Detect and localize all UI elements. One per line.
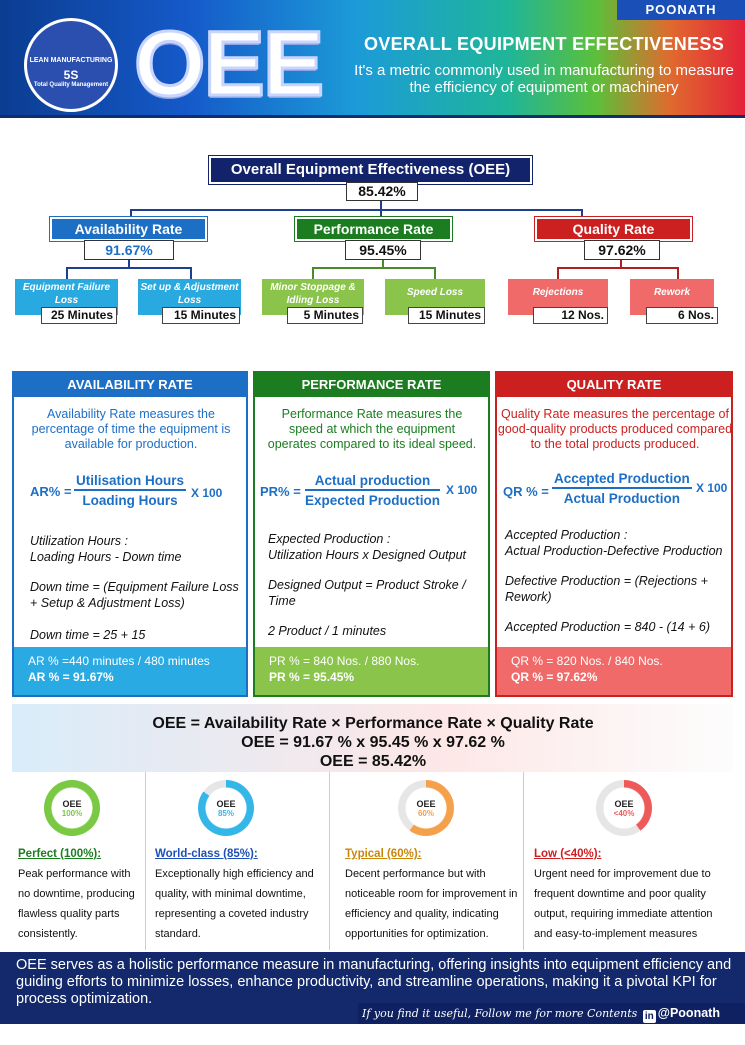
tree-connector <box>66 267 192 269</box>
tree-connector <box>66 267 68 279</box>
follow-banner[interactable] <box>358 1003 745 1041</box>
performance-formula-lhs: PR% = <box>260 484 301 499</box>
quality-note-4: Accepted Production = 840 - (14 + 6) <box>505 620 710 634</box>
benchmark-title-typical: Typical (60%): <box>345 848 422 860</box>
performance-note-4: 2 Product / 1 minutes <box>268 624 387 638</box>
page-subtitle: It's a metric commonly used in manufacturing to measure the efficiency of equipment or machinery <box>354 62 734 96</box>
performance-note-3: Designed Output = Product Stroke / Time <box>268 578 466 608</box>
performance-result-value: PR % = 95.45% <box>269 670 355 684</box>
availability-note-4: Down time = 25 + 15 <box>30 628 146 642</box>
tree-connector <box>130 209 582 211</box>
benchmark-title-perfect: Perfect (100%): <box>18 848 102 860</box>
rejections-value: 12 Nos. <box>533 307 608 324</box>
quality-denominator: Actual Production <box>563 491 681 506</box>
availability-rate-value: 91.67% <box>84 240 174 260</box>
tree-connector <box>312 267 314 279</box>
tree-connector <box>677 267 679 279</box>
lean-manufacturing-logo: LEAN MANUFACTURING 5S Total Quality Management <box>24 18 118 112</box>
benchmark-text-typical: Decent performance but with noticeable room for improvement in efficiency and quality, indicating opportunities for optimization. <box>345 868 518 940</box>
availability-rate-label: Availability Rate <box>50 217 207 241</box>
performance-panel-title: PERFORMANCE RATE <box>255 373 488 397</box>
performance-description: Performance Rate measures the speed at which the equipment operates compared to its ideal speed. <box>267 407 477 451</box>
performance-note-1: Expected Production : <box>268 532 391 546</box>
tree-connector <box>557 267 559 279</box>
performance-result <box>255 647 488 695</box>
follow-text: If you find it useful, Follow me for more Contents <box>362 1007 638 1020</box>
performance-fraction <box>305 473 440 508</box>
availability-note-1: Utilization Hours : <box>30 534 128 548</box>
rework-label: Rework <box>630 279 714 315</box>
quality-note-2: Actual Production-Defective Production <box>505 544 723 558</box>
brand-tag: POONATH <box>617 0 745 20</box>
benchmark-title-low: Low (<40%): <box>534 848 602 860</box>
availability-panel-title: AVAILABILITY RATE <box>14 373 246 397</box>
tree-connector <box>130 209 132 217</box>
availability-panel <box>12 371 248 697</box>
speed-loss-value: 15 Minutes <box>408 307 485 324</box>
quality-formula-lhs: QR % = <box>503 484 549 499</box>
oee-equation-result: OEE = 85.42% <box>319 753 427 770</box>
setup-adjustment-loss-value: 15 Minutes <box>162 307 240 324</box>
benchmark-text-low: Urgent need for improvement due to frequent downtime and poor quality output, requiring immediate attention and easy-to-implement measures <box>534 868 713 940</box>
tree-connector <box>190 267 192 279</box>
oee-gauge-world-class: OEE 85% <box>198 780 254 836</box>
tree-connector <box>434 267 436 279</box>
author-handle[interactable]: @Poonath Sekar <box>362 1006 720 1041</box>
quality-rate-value: 97.62% <box>584 240 660 260</box>
benchmark-card-world-class <box>150 772 330 950</box>
oee-equation-band <box>12 704 734 772</box>
page-title: OVERALL EQUIPMENT EFFECTIVENESS <box>363 34 724 54</box>
availability-numerator: Utilisation Hours <box>74 473 186 491</box>
availability-note-2: Loading Hours - Down time <box>30 550 182 564</box>
performance-result-calc: PR % = 840 Nos. / 880 Nos. <box>269 654 420 668</box>
equipment-failure-loss-value: 25 Minutes <box>41 307 117 324</box>
availability-result-calc: AR % =440 minutes / 480 minutes <box>28 654 210 668</box>
quality-rate-label: Quality Rate <box>535 217 692 241</box>
performance-panel <box>253 371 490 697</box>
oee-big-title: OEE <box>134 13 323 115</box>
quality-fraction <box>552 471 692 506</box>
oee-gauge-typical: OEE 60% <box>398 780 454 836</box>
tree-connector <box>380 209 382 217</box>
setup-adjustment-loss-label: Set up & Adjustment Loss <box>138 279 241 315</box>
benchmark-card-low <box>528 772 733 950</box>
quality-note-1: Accepted Production : <box>505 528 628 542</box>
quality-result-calc: QR % = 820 Nos. / 840 Nos. <box>511 654 663 668</box>
benchmark-card-typical <box>334 772 524 950</box>
rework-value: 6 Nos. <box>646 307 718 324</box>
quality-panel <box>495 371 733 697</box>
quality-multiplier: X 100 <box>696 481 728 495</box>
tree-connector <box>557 267 679 269</box>
availability-multiplier: X 100 <box>191 486 223 500</box>
speed-loss-label: Speed Loss <box>385 279 485 315</box>
benchmark-text-world-class: Exceptionally high efficiency and quality, with minimal downtime, representing a coveted industry standard. <box>155 868 314 940</box>
minor-stoppage-loss-label: Minor Stoppage & Idling Loss <box>262 279 364 315</box>
oee-root-value: 85.42% <box>346 182 418 201</box>
quality-note-3: Defective Production = (Rejections + Rework) <box>505 574 708 604</box>
performance-numerator: Actual production <box>305 473 440 491</box>
quality-result-value: QR % = 97.62% <box>511 670 598 684</box>
oee-gauge-perfect: OEE 100% <box>44 780 100 836</box>
availability-denominator: Loading Hours <box>82 493 178 508</box>
availability-description: Availability Rate measures the percentage of time the equipment is available for production. <box>31 407 231 451</box>
performance-note-2: Utilization Hours x Designed Output <box>268 548 467 562</box>
minor-stoppage-loss-value: 5 Minutes <box>287 307 363 324</box>
oee-equation-values: OEE = 91.67 % x 95.45 % x 97.62 % <box>241 734 505 751</box>
benchmark-card-perfect <box>12 772 146 950</box>
quality-numerator: Accepted Production <box>552 471 692 489</box>
availability-note-3: Down time = (Equipment Failure Loss + Setup & Adjustment Loss) <box>30 580 239 610</box>
availability-result-value: AR % = 91.67% <box>28 670 114 684</box>
quality-panel-title: QUALITY RATE <box>497 373 731 397</box>
equipment-failure-loss-label: Equipment Failure Loss <box>15 279 118 315</box>
benchmark-title-world-class: World-class (85%): <box>155 848 258 860</box>
tree-connector <box>312 267 436 269</box>
oee-root-label: Overall Equipment Effectiveness (OEE) <box>209 156 532 184</box>
benchmark-text-perfect: Peak performance with no downtime, producing flawless quality parts consistently. <box>18 868 135 940</box>
availability-fraction <box>74 473 186 508</box>
performance-denominator: Expected Production <box>305 493 441 508</box>
oee-gauge-low: OEE <40% <box>596 780 652 836</box>
availability-formula-lhs: AR% = <box>30 484 72 499</box>
performance-multiplier: X 100 <box>446 483 478 497</box>
linkedin-icon[interactable]: in <box>643 1010 656 1023</box>
performance-rate-label: Performance Rate <box>295 217 452 241</box>
quality-description: Quality Rate measures the percentage of good-quality products produced compared to the total products produced. <box>497 407 733 451</box>
rejections-label: Rejections <box>508 279 608 315</box>
availability-result <box>14 647 246 695</box>
oee-equation-formula: OEE = Availability Rate × Performance Rate × Quality Rate <box>152 715 594 732</box>
performance-rate-value: 95.45% <box>345 240 421 260</box>
footer-summary: OEE serves as a holistic performance measure in manufacturing, offering insights into equipment efficiency and guiding efforts to minimize losses, enhance productivity, and streamline operations, making it a pivotal KPI for process optimization. <box>16 957 732 1007</box>
tree-connector <box>581 209 583 217</box>
quality-result <box>497 647 731 695</box>
